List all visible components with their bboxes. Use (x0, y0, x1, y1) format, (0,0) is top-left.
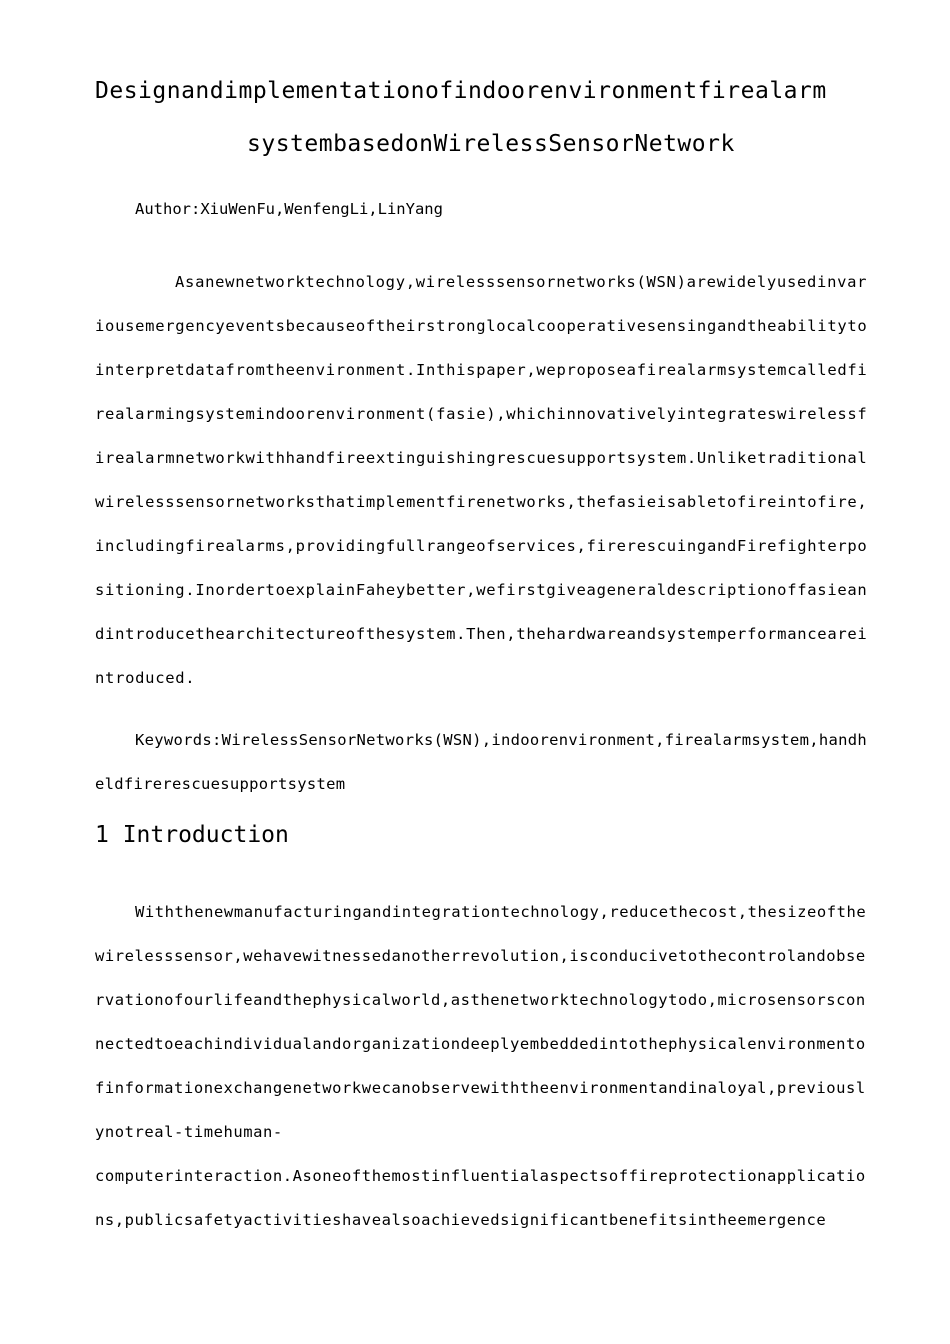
introduction-body (95, 890, 870, 1242)
introduction-paragraph-part-2: computerinteraction.Asoneofthemostinfluentialaspectsoffireprotectionapplications,publicsafetyactivitieshavealsoachievedsignificantbenefitsintheemergence (95, 1167, 866, 1229)
paper-title-line-1: Designandimplementationofindoorenvironmentfirealarm (95, 78, 827, 104)
paper-title-line-2: systembasedonWirelessSensorNetwork (247, 131, 735, 157)
section-heading-introduction: 1 Introduction (95, 822, 289, 848)
abstract-paragraph: Asanewnetworktechnology,wirelesssensornetworks(WSN)arewidelyusedinvariousemergencyeventsbecauseoftheirstronglocalcooperativesensingandtheabilitytointerpretdatafromtheenvironment.Inthispaper,weproposeafirealarmsystemcalledfirealarmingsystemindoorenvironment(fasie),whichinnovativelyintegrateswirelessfirealarmnetworkwithhandfireextinguishingrescuesupportsystem.Unliketraditionalwirelesssensornetworksthatimplementfirenetworks,thefasieisabletofireintofire,includingfirealarms,providingfullrangeofservices,firerescuingandFirefighterpositioning.InordertoexplainFaheybetter,wefirstgiveageneraldescriptionoffasieandintroducethearchitectureofthesystem.Then,thehardwareandsystemperformanceareintroduced. (95, 273, 868, 687)
keywords-paragraph: Keywords:WirelessSensorNetworks(WSN),indoorenvironment,firealarmsystem,handheldfirerescuesupportsystem (95, 731, 868, 793)
author-line: Author:XiuWenFu,WenfengLi,LinYang (135, 200, 443, 218)
introduction-paragraph-part-1: Withthenewmanufacturingandintegrationtechnology,reducethecost,thesizeofthewirelesssensor,wehavewitnessedanotherrevolution,isconducivetothecontrolandobservationofourlifeandthephysicalworld,asthenetworktechnologytodo,microsensorsconnectedtoeachindividualandorganizationdeeplyembeddedintothephysicalenvironmentofinformationexchangenetworkwecanobservewiththeenvironmentandinaloyal,previouslynotreal-timehuman- (95, 903, 867, 1141)
